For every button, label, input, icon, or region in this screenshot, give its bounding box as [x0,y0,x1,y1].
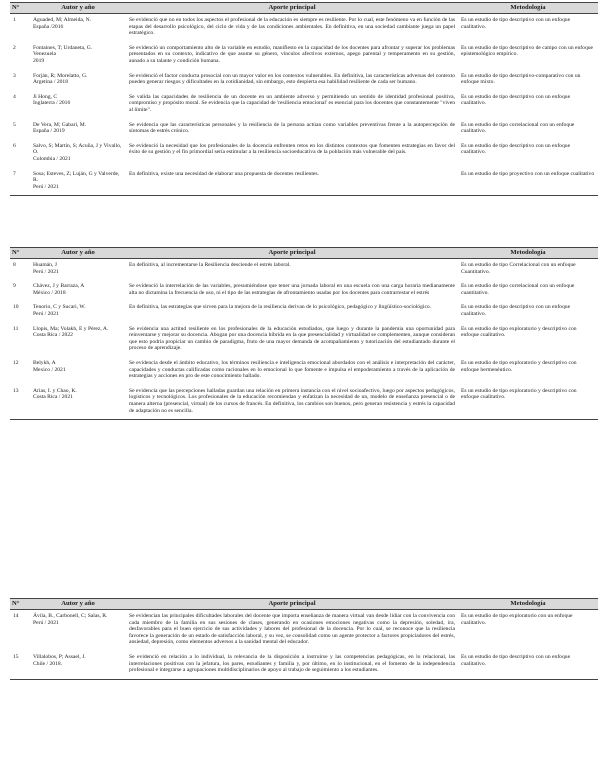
header-autor: Autor y año [30,3,126,14]
author-cell [30,42,126,70]
author-line: Aguaded, M; Almeida, N. [33,17,92,23]
metodologia-cell: Es un estudio de tipo descriptivo con un enfoque cualitativo. [461,304,571,317]
author-line: Llopis, Ma; Volakh, E y Pérez, A. [33,325,109,332]
author-line: Venezuela [33,51,56,58]
author-line: Perú / 2021 [33,619,59,626]
aporte-cell: En definitiva, al incrementarse la Resiliencia desciende el estrés laboral. [129,262,291,268]
author-cell [30,385,126,420]
results-table-1 [10,2,598,196]
author-cell [30,357,126,385]
author-cell [30,91,126,119]
metodologia-cell: Es un estudio de tipo exploratorio y descriptivo con enfoque cualitativo. [461,325,577,339]
results-table-3 [10,598,598,680]
table-row [10,259,598,281]
author-line: Perú / 2021 [33,268,59,275]
aporte-cell: Se evidencian las principales dificultades laborales del docente que importa enseñanza de manera virtual van desde lidiar con la convivencia con cada miembro de la familia en sus sesiones de clases, generando en ocasiones emociones negativas como la depresión, soledad, ira, desfavorables para el buen ejercicio de sus actividades y labores del profesional de la docencia. Por lo cual, se reconoce que la resiliencia favorece la generación de un estado de satisfacción laboral, y su vez, se consolidad como un agente protector a factores propiciadores del estrés, ansiedad, depresión, como elementos adversos a la sanidad mental del educador. [129,613,455,646]
aporte-cell: Se evidenció un comportamiento alto de la variable en estudio, manifiesto en la capacidad de los docentes para afrontar y superar los problemas presentados en su contexto, indicativo de que asume su género, vínculos afectivos externos, apego parental y temperamento en su gestión, aunado a su talante y condición humana. [129,44,455,64]
author-cell [30,168,126,196]
author-line: Forján, R; Morelatto, G. [33,72,88,79]
aporte-cell: Se evidencia que las percepciones halladas guardan una relación en primera instancia con el nivel socioafectivo, luego por aspectos pedagógicos, logísticos y tecnológicos. Los profesionales de la educación recomiendan y enfatizan la necesidad de un, modelo de enseñanza presencial o de manera alterna (presencial, virtual) de los cursos de francés. En definitiva, los cambios son buenos, pero generan resistencia y estrés la capacidad de adaptación no es sencilla. [126,385,458,420]
metodologia-cell: Es un estudio de tipo Correlacional con un enfoque Cuantitativo. [461,262,576,275]
header-autor: Autor y año [30,248,126,259]
author-line: Tenorio, C y Sucari, W. [33,304,86,311]
table-row [10,42,598,70]
metodologia-cell: Es un estudio de tipo descriptivo con un enfoque cualitativo. [461,17,571,30]
author-cell [30,651,126,679]
row-number: 1 [13,17,16,23]
row-number: 10 [13,304,19,311]
aporte-cell: En definitiva, existe una necesidad de elaborar una propuesta de docentes resilientes. [126,168,458,196]
author-line: Colombia / 2021 [33,155,71,162]
table-row [10,610,598,651]
metodologia-cell: Es un estudio de tipo correlacional con un enfoque cualitativo. [461,121,575,135]
metodologia-cell: Es un estudio de tipo descriptivo con un enfoque cualitativo. [461,142,571,156]
author-cell [30,70,126,91]
author-line: Chile / 2018. [33,660,63,667]
author-line: Ávila, B., Carbonell, C; Salas, R. [33,613,108,619]
table-row [10,323,598,357]
header-metodologia: Metodología [458,248,598,259]
results-table-2 [10,247,598,420]
row-number: 2 [13,44,16,51]
header-metodologia: Metodología [458,599,598,610]
row-number: 8 [13,262,16,268]
metodologia-cell: Es un estudio de tipo descriptivo con un enfoque cualitativo. [458,651,598,679]
metodologia-cell: Es un estudio de tipo descriptivo con un enfoque cualitativo. [461,93,571,107]
table-row [10,168,598,196]
author-cell [30,259,126,281]
row-number: 12 [13,359,19,366]
author-line: De Vera, M; Gabari, M. [33,121,87,128]
author-line: Mexico / 2021 [33,366,66,373]
header-aporte: Aporte principal [126,248,458,259]
author-line: Ji Hong, C [33,93,58,100]
row-number: 9 [13,283,16,290]
row-number: 13 [10,385,30,420]
table-row [10,280,598,301]
metodologia-cell: Es un estudio de tipo descriptivo de campo con un enfoque epistemológico empírico. [461,44,594,58]
author-line: México / 2018 [33,289,66,296]
author-cell [30,140,126,168]
metodologia-cell: Es un estudio de tipo exploratorio y descriptivo con enfoque cualitativo. [458,385,598,420]
aporte-cell: Se valida las capacidades de resiliencia de un docente en un ambiente adverso y permitiendo un sentido de identidad profesional positiva, compromiso y propósito moral. Se evidencia que la capacidad de 'resiliencia emocional' es esencial para los docentes que constantemente "viven al límite". [129,93,455,113]
aporte-cell: Se evidenció el factor conducta prosocial con un mayor valor en los contextos vulnerables. En definitiva, las características adversas del contexto pueden generar riesgos y dificultades en la cotidianidad, sin embargo, esto despierta esa habilidad resiliente de cada ser humano. [129,72,455,86]
author-cell [30,14,126,42]
author-line: Costa Rica / 2022 [33,332,73,339]
row-number: 4 [13,93,16,100]
aporte-cell: Se evidenció que no en todos los aspectos el profesional de la educación es siempre es resiliente. Por lo cual, este fenómeno va en función de las etapas del desarrollo psicológico, del ciclo de vida y de las condiciones ambientales. En definitiva, en una sociedad cambiante juega un papel estratégico. [129,17,455,37]
aporte-cell: Se evidenció la interrelación de las variables, presumiéndose que tener una jornada laboral en una escuela con una carga horaria medianamente alta no dictamina la frecuencia de uso, ni el tipo de las estrategias de afrontamiento usadas por los docentes para contrarrestar el estrés [129,283,455,296]
row-number: 14 [13,613,19,619]
aporte-cell: Se evidenció en relación a lo individual, la relevancia de la disposición a instruirse y las competencias pedagógicas, en lo relacional, las interrelaciones positivas con la jefatura, los pares, estudiantes y familia y, por último, en lo institucional, en el fomento de la independencia profesional e integrarse a agrupaciones multidisciplinarios de apoyo al trabajo de seguimiento a los estudiantes. [126,651,458,679]
row-number: 15 [10,651,30,679]
author-cell [30,280,126,301]
header-aporte: Aporte principal [126,3,458,14]
author-line: Perú / 2021 [33,310,59,317]
metodologia-cell: Es un estudio de tipo descriptivo-comparativo con un enfoque mixto. [461,72,581,86]
header-n: N° [10,3,30,14]
author-line: Belykh, A [33,359,56,366]
author-line: Salvo, S; Martín, S; Acuña, J y Vivallo, O. [33,142,122,156]
author-line: España / 2019 [33,128,65,135]
header-metodologia: Metodología [458,3,598,14]
row-number: 7 [10,168,30,196]
row-number: 6 [13,142,16,149]
table-row [10,119,598,140]
author-line: Huamán, J [33,262,57,268]
author-cell [30,323,126,357]
row-number: 11 [13,325,19,332]
author-line: Villalobos, P; Assael, J. [33,653,86,660]
metodologia-cell: Es un estudio de tipo exploratorio y descriptivo con enfoque hermenéutico. [461,359,577,373]
header-autor: Autor y año [30,599,126,610]
table-row [10,357,598,385]
author-cell [30,610,126,651]
aporte-cell: Se evidencia una actitud resiliente en los profesionales de la educación estudiados, que luego y durante la pandemia una oportunidad para reinventarse y mejorar su docencia. Abogan por una docencia híbrida en la que presencialidad y virtualidad se complementen, aunque consideran que esto podría propiciar un cambio de paradigma, fruto de una mayor demanda de acompañamiento y tutorización del estudiantado durante el proceso de aprendizaje. [129,325,455,352]
aporte-cell: Se evidencia desde el ámbito educativo, los términos resiliencia e inteligencia emocional abordados con el análisis e interpretación del carácter, capacidades y conductas calificadas como racionales en lo emocional lo que fomente e impulsa el empoderamiento a través de la aplicación de estrategias y acciones en pro de este conocimiento hallado. [129,359,455,380]
author-line: 2019 [33,57,45,64]
metodologia-cell: Es un estudio de tipo proyectivo con un enfoque cualitativo [458,168,598,196]
author-cell [30,119,126,140]
author-line: Argetina / 2018 [33,79,69,86]
table-row [10,91,598,119]
table-row [10,14,598,42]
author-line: Inglaterra / 2016 [33,100,71,107]
row-number: 5 [13,121,16,128]
aporte-cell: Se evidenció la necesidad que los profesionales de la docencia enfrenten retos en los distintos contextos que fomenten estrategias en favor del éxito de su gestión y el fin primordial sería estimular a la resiliencia socioeducativa de la población más vulnerable del país. [129,142,455,156]
table-row [10,651,598,679]
table-row [10,70,598,91]
header-n: N° [10,248,30,259]
aporte-cell: En definitiva, las estrategias que sirven para la mejora de la resiliencia derivan de lo psicológico, pedagógico y lingüístico-sociológico. [129,304,432,311]
author-line: Costa Rica / 2021 [33,394,73,401]
metodologia-cell: Es un estudio de tipo correlacional con un enfoque cuantitativo. [461,283,575,296]
header-n: N° [10,599,30,610]
author-cell [30,301,126,322]
author-line: Perú / 2021 [33,183,59,190]
row-number: 3 [13,72,16,79]
author-line: España /2016 [33,23,64,30]
aporte-cell: Se evidencia que las características personales y la resiliencia de la persona actúan como variables preventivas frente a la autopercepción de síntomas de estrés crónico. [129,121,455,135]
author-line: Sosa; Esteves, Z; Luján, G y Valverde, R. [33,170,120,184]
table-row [10,301,598,322]
metodologia-cell: Es un estudio de tipo exploratorio con un enfoque cualitativo. [461,613,573,626]
header-aporte: Aporte principal [126,599,458,610]
author-line: Chávez, J y Barraza, A [33,283,85,290]
table-row [10,385,598,420]
author-line: Arias, I. y Chao, K. [33,387,77,394]
author-line: Fontaines, T; Urdaneta, G. [33,44,93,51]
table-row [10,140,598,168]
